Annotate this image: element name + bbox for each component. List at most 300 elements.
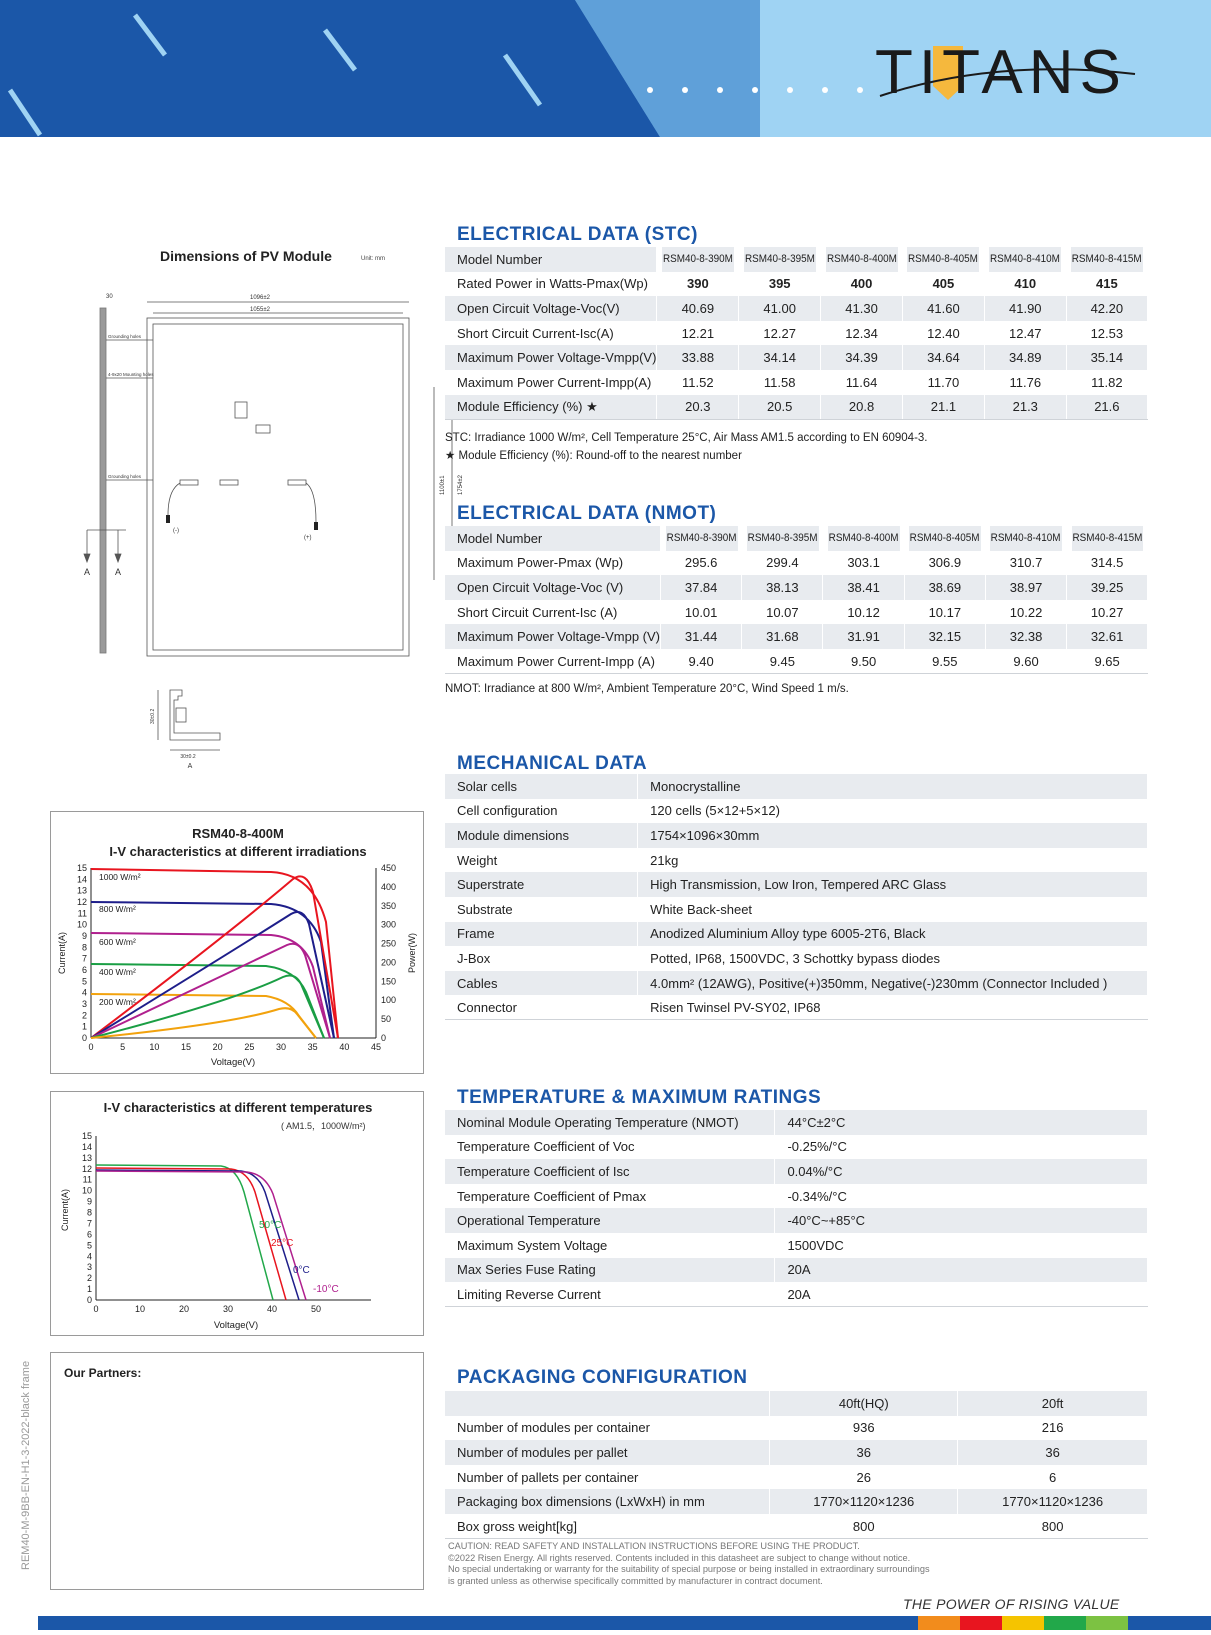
header-model: RSM40-8-410M xyxy=(988,247,1062,272)
row-value: 11.76 xyxy=(984,370,1066,395)
irr-ytick: 14 xyxy=(76,874,87,885)
header-model: RSM40-8-395M xyxy=(743,247,817,272)
row-value: 44°C±2°C xyxy=(775,1110,1148,1135)
row-value: 216 xyxy=(958,1416,1148,1441)
table-row xyxy=(445,1416,1148,1441)
row-label: Temperature Coefficient of Pmax xyxy=(445,1184,775,1209)
row-value: 400 xyxy=(821,272,903,297)
row-label: Maximum Power-Pmax (Wp) xyxy=(445,551,661,576)
row-label: Number of modules per pallet xyxy=(445,1440,770,1465)
irr-ytick: 9 xyxy=(81,931,87,941)
irr-ytick: 10 xyxy=(76,919,87,930)
row-value: 1754×1096×30mm xyxy=(638,823,1148,848)
packaging-title: PACKAGING CONFIGURATION xyxy=(457,1367,748,1388)
row-value: Potted, IP68, 1500VDC, 3 Schottky bypass diodes xyxy=(638,946,1148,971)
header-banner xyxy=(0,0,1211,137)
table-row xyxy=(445,922,1148,947)
table-row xyxy=(445,1159,1148,1184)
row-label: Cell configuration xyxy=(445,799,638,824)
header-model: RSM40-8-405M xyxy=(907,247,981,272)
row-value: 35.14 xyxy=(1066,345,1147,370)
header-model: RSM40-8-410M xyxy=(990,526,1063,551)
irr-ytick: 2 xyxy=(81,1010,87,1021)
row-label: Maximum Power Voltage-Vmpp(V) xyxy=(445,345,657,370)
row-value: 40.69 xyxy=(657,296,739,321)
irr-xtick: 40 xyxy=(339,1042,350,1052)
row-value: 10.22 xyxy=(985,600,1066,625)
row-label: Box gross weight[kg] xyxy=(445,1514,770,1539)
row-label: Temperature Coefficient of Voc xyxy=(445,1135,775,1160)
dim-height-inner: 1100±1 xyxy=(440,475,446,495)
row-label: Short Circuit Current-Isc(A) xyxy=(445,321,657,346)
temp-ytick: 8 xyxy=(86,1207,92,1218)
irr-xtick: 0 xyxy=(88,1042,94,1052)
irr-ytick: 0 xyxy=(81,1033,87,1043)
row-value: 34.89 xyxy=(984,345,1066,370)
row-value: 41.00 xyxy=(739,296,821,321)
irr-ytick: 13 xyxy=(76,885,87,896)
table-row xyxy=(445,272,1148,297)
irr-y2tick: 250 xyxy=(381,938,397,949)
titans-logo xyxy=(875,38,1145,108)
stc-note2: ★ Module Efficiency (%): Round-off to the nearest number xyxy=(445,450,742,462)
row-value: 9.40 xyxy=(661,649,742,674)
row-label: Open Circuit Voltage-Voc (V) xyxy=(445,575,661,600)
irr-label-400: 400 W/m² xyxy=(99,967,136,977)
row-value: 20A xyxy=(775,1282,1148,1307)
row-value: 31.91 xyxy=(823,624,904,649)
row-value: 310.7 xyxy=(985,551,1066,576)
row-value: 405 xyxy=(902,272,984,297)
row-value: 0.04%/°C xyxy=(775,1159,1148,1184)
table-row xyxy=(445,897,1148,922)
row-label: Maximum Power Voltage-Vmpp (V) xyxy=(445,624,661,649)
label-pos: (+) xyxy=(304,535,312,541)
temp-table xyxy=(445,1110,1148,1307)
row-value: 12.34 xyxy=(821,321,903,346)
iv-irr-title1: RSM40-8-400M xyxy=(192,826,284,841)
header-model: RSM40-8-395M xyxy=(746,526,819,551)
temp-label-m10: -10°C xyxy=(313,1284,339,1295)
irr-label-800: 800 W/m² xyxy=(99,904,136,914)
irr-ytick: 3 xyxy=(81,999,87,1009)
row-value: 11.70 xyxy=(902,370,984,395)
temp-label-50: 50°C xyxy=(259,1220,282,1231)
row-value: 10.27 xyxy=(1067,600,1148,625)
caution-text: CAUTION: READ SAFETY AND INSTALLATION INSTRUCTIONS BEFORE USING THE PRODUCT. xyxy=(448,1541,860,1551)
row-value: 12.53 xyxy=(1066,321,1147,346)
row-value: 936 xyxy=(770,1416,958,1441)
logo-text: TITANS xyxy=(875,38,1127,107)
row-value: 20.5 xyxy=(739,395,821,420)
row-value: 800 xyxy=(958,1514,1148,1539)
row-label: Solar cells xyxy=(445,774,638,799)
label-grounding-top: Grounding holes xyxy=(108,334,142,339)
irr-y2tick: 350 xyxy=(381,900,397,911)
row-label: Weight xyxy=(445,848,638,873)
label-grounding-bottom: Grounding holes xyxy=(108,474,142,479)
irr-ytick: 5 xyxy=(81,976,87,987)
table-row xyxy=(445,848,1148,873)
table-header-row xyxy=(445,526,1148,551)
temp-ytick: 13 xyxy=(81,1152,92,1163)
temp-ylabel: Current(A) xyxy=(60,1188,70,1232)
temp-curve-m10 xyxy=(96,1171,306,1300)
row-label: Short Circuit Current-Isc (A) xyxy=(445,600,661,625)
row-value: 12.21 xyxy=(657,321,739,346)
table-row xyxy=(445,649,1148,674)
row-value: 42.20 xyxy=(1066,296,1147,321)
section-a-left: A xyxy=(84,567,91,577)
row-value: 20A xyxy=(775,1258,1148,1283)
row-value: 41.60 xyxy=(902,296,984,321)
table-row xyxy=(445,1208,1148,1233)
nmot-note: NMOT: Irradiance at 800 W/m², Ambient Temperature 20°C, Wind Speed 1 m/s. xyxy=(445,683,849,695)
stc-table xyxy=(445,247,1148,420)
nmot-title: ELECTRICAL DATA (NMOT) xyxy=(457,503,717,524)
row-label: Substrate xyxy=(445,897,638,922)
profile-height: 30±0.2 xyxy=(150,708,156,724)
row-value: 415 xyxy=(1066,272,1147,297)
iv-curve-600 xyxy=(91,933,330,1038)
header-model: RSM40-8-415M xyxy=(1071,526,1144,551)
temp-xtick: 20 xyxy=(178,1304,190,1314)
temp-xtick: 50 xyxy=(310,1304,322,1314)
row-value: 21.3 xyxy=(984,395,1066,420)
row-label: Rated Power in Watts-Pmax(Wp) xyxy=(445,272,657,297)
row-value: 9.50 xyxy=(823,649,904,674)
temp-ytick: 12 xyxy=(81,1163,92,1174)
table-row xyxy=(445,872,1148,897)
row-value: 20.8 xyxy=(821,395,903,420)
row-label: Number of pallets per container xyxy=(445,1465,770,1490)
row-label: Max Series Fuse Rating xyxy=(445,1258,775,1283)
irr-ytick: 4 xyxy=(81,987,87,998)
row-label: Module Efficiency (%) ★ xyxy=(445,395,657,420)
row-label: Number of modules per container xyxy=(445,1416,770,1441)
row-value: 11.82 xyxy=(1066,370,1147,395)
temp-xtick: 10 xyxy=(134,1304,146,1314)
header-container: 40ft(HQ) xyxy=(770,1391,958,1416)
table-row xyxy=(445,321,1148,346)
temp-ytick: 11 xyxy=(82,1174,92,1185)
row-value: 34.14 xyxy=(739,345,821,370)
irr-ytick: 6 xyxy=(81,965,87,975)
irr-y2tick: 100 xyxy=(381,995,397,1006)
iv-irr-title2: I-V characteristics at different irradiations xyxy=(109,844,367,859)
irr-y2tick: 450 xyxy=(381,863,397,873)
section-a-right: A xyxy=(115,567,122,577)
table-row xyxy=(445,774,1148,799)
irr-ytick: 8 xyxy=(81,942,87,953)
copyright-text: ©2022 Risen Energy. All rights reserved. Contents included in this datasheet are subject to change without notice. xyxy=(448,1552,911,1563)
row-label: Temperature Coefficient of Isc xyxy=(445,1159,775,1184)
row-value: 41.90 xyxy=(984,296,1066,321)
row-value: 36 xyxy=(770,1440,958,1465)
profile-width: 30±0.2 xyxy=(180,754,196,760)
table-row xyxy=(445,1258,1148,1283)
table-row xyxy=(445,1184,1148,1209)
irr-ytick: 12 xyxy=(76,897,87,907)
header-model: RSM40-8-405M xyxy=(908,526,981,551)
irr-y2tick: 0 xyxy=(381,1033,387,1043)
row-value: 41.30 xyxy=(821,296,903,321)
table-header-row xyxy=(445,247,1148,272)
row-value: 31.68 xyxy=(742,624,823,649)
packaging-table xyxy=(445,1391,1148,1539)
table-row xyxy=(445,1110,1148,1135)
row-value: 36 xyxy=(958,1440,1148,1465)
row-value: 38.13 xyxy=(742,575,823,600)
dim-height-outer: 1754±2 xyxy=(458,475,464,495)
header-model: RSM40-8-415M xyxy=(1070,247,1143,272)
irr-y2tick: 300 xyxy=(381,919,397,930)
row-label: Operational Temperature xyxy=(445,1208,775,1233)
table-row xyxy=(445,1465,1148,1490)
irr-ytick: 1 xyxy=(81,1021,87,1032)
row-value: 12.40 xyxy=(902,321,984,346)
stc-note1: STC: Irradiance 1000 W/m², Cell Temperature 25°C, Air Mass AM1.5 according to EN 60904-3. xyxy=(445,432,928,444)
temp-ytick: 0 xyxy=(86,1295,92,1305)
row-value: 11.64 xyxy=(821,370,903,395)
row-value: 11.52 xyxy=(657,370,739,395)
temp-curve-50 xyxy=(96,1165,273,1300)
row-value: 12.27 xyxy=(739,321,821,346)
row-value: 299.4 xyxy=(742,551,823,576)
row-value: 34.64 xyxy=(902,345,984,370)
irr-ytick: 11 xyxy=(77,908,87,919)
table-row xyxy=(445,395,1148,420)
row-value: 1770×1120×1236 xyxy=(958,1489,1148,1514)
dimensions-title: Dimensions of PV Module xyxy=(160,248,332,264)
row-label: Maximum Power Current-Impp(A) xyxy=(445,370,657,395)
mech-title: MECHANICAL DATA xyxy=(457,753,648,774)
table-row xyxy=(445,296,1148,321)
dimensions-unit: Unit: mm xyxy=(361,256,385,262)
temp-ytick: 7 xyxy=(86,1218,92,1229)
iv-temperature-box xyxy=(50,1091,424,1336)
header-model: RSM40-8-390M xyxy=(665,526,738,551)
temp-curve-25 xyxy=(96,1168,286,1300)
irr-y2tick: 150 xyxy=(381,976,397,987)
row-value: High Transmission, Low Iron, Tempered ARC Glass xyxy=(638,872,1148,897)
irr-xtick: 15 xyxy=(180,1042,192,1052)
row-value: 10.12 xyxy=(823,600,904,625)
table-row xyxy=(445,1135,1148,1160)
row-value: 10.07 xyxy=(742,600,823,625)
row-label: Frame xyxy=(445,922,638,947)
row-value: 9.60 xyxy=(985,649,1066,674)
bottom-bar-colors xyxy=(38,1616,1211,1630)
iv-curve-1000 xyxy=(91,869,338,1038)
row-value: 32.15 xyxy=(904,624,985,649)
table-row xyxy=(445,600,1148,625)
irr-xlabel: Voltage(V) xyxy=(210,1057,256,1068)
row-value: 314.5 xyxy=(1067,551,1148,576)
irr-ytick: 15 xyxy=(76,863,87,873)
row-value: White Back-sheet xyxy=(638,897,1148,922)
frame-profile-drawing xyxy=(140,688,240,778)
row-value: 20.3 xyxy=(657,395,739,420)
row-value: 10.01 xyxy=(661,600,742,625)
table-row xyxy=(445,551,1148,576)
table-row xyxy=(445,799,1148,824)
irr-label-600: 600 W/m² xyxy=(99,937,136,947)
table-row xyxy=(445,1282,1148,1307)
temp-xtick: 40 xyxy=(266,1304,278,1314)
row-value: Risen Twinsel PV-SY02, IP68 xyxy=(638,995,1148,1020)
temp-xlabel: Voltage(V) xyxy=(213,1320,259,1331)
row-value: 38.97 xyxy=(985,575,1066,600)
row-value: 26 xyxy=(770,1465,958,1490)
row-value: 21.1 xyxy=(902,395,984,420)
row-value: 800 xyxy=(770,1514,958,1539)
power-curve-1000 xyxy=(91,876,338,1038)
temp-xtick: 30 xyxy=(222,1304,234,1314)
irr-xtick: 20 xyxy=(212,1042,223,1052)
iv-temp-subtitle: ( AM1.5，1000W/m²) xyxy=(281,1121,366,1131)
row-value: 306.9 xyxy=(904,551,985,576)
irr-ylabel: Current(A) xyxy=(57,931,67,975)
temp-ytick: 3 xyxy=(86,1262,92,1273)
temp-curve-0 xyxy=(96,1170,299,1300)
temp-ytick: 2 xyxy=(86,1273,92,1284)
row-value: -0.34%/°C xyxy=(775,1184,1148,1209)
row-value: 1500VDC xyxy=(775,1233,1148,1258)
row-value: 38.41 xyxy=(823,575,904,600)
irr-xtick: 35 xyxy=(307,1042,318,1052)
row-label: Module dimensions xyxy=(445,823,638,848)
table-row xyxy=(445,971,1148,996)
row-value: -0.25%/°C xyxy=(775,1135,1148,1160)
irr-label-1000: 1000 W/m² xyxy=(99,872,141,882)
row-value: 295.6 xyxy=(661,551,742,576)
row-value: -40°C~+85°C xyxy=(775,1208,1148,1233)
row-value: 120 cells (5×12+5×12) xyxy=(638,799,1148,824)
table-row xyxy=(445,345,1148,370)
mech-table xyxy=(445,774,1148,1020)
temp-ytick: 10 xyxy=(81,1185,92,1196)
table-row xyxy=(445,946,1148,971)
disclaimer-line2: is granted unless as otherwise specifically committed by manufacturer in contract document. xyxy=(448,1575,823,1586)
table-header-row xyxy=(445,1391,1148,1416)
row-value: 38.69 xyxy=(904,575,985,600)
table-row xyxy=(445,575,1148,600)
row-value: 303.1 xyxy=(823,551,904,576)
partners-box xyxy=(50,1352,424,1590)
row-label: Packaging box dimensions (LxWxH) in mm xyxy=(445,1489,770,1514)
row-value: 390 xyxy=(657,272,739,297)
irr-xtick: 5 xyxy=(120,1042,126,1052)
row-label: Limiting Reverse Current xyxy=(445,1282,775,1307)
irr-y2label: Power(W) xyxy=(407,933,417,973)
row-label: Maximum System Voltage xyxy=(445,1233,775,1258)
dim-thickness: 30 xyxy=(106,294,113,300)
label-neg: (-) xyxy=(173,528,179,534)
irr-xtick: 45 xyxy=(370,1042,382,1052)
row-value: 9.55 xyxy=(904,649,985,674)
row-value: 32.38 xyxy=(985,624,1066,649)
header-blank xyxy=(445,1391,770,1416)
footer-legal xyxy=(448,1541,930,1587)
row-label: Superstrate xyxy=(445,872,638,897)
temp-ytick: 4 xyxy=(86,1251,92,1262)
stc-title: ELECTRICAL DATA (STC) xyxy=(457,224,698,245)
bottom-bar xyxy=(38,1616,1211,1630)
table-row xyxy=(445,1233,1148,1258)
table-row xyxy=(445,1514,1148,1539)
header-label: Model Number xyxy=(445,247,657,272)
header-container: 20ft xyxy=(958,1391,1148,1416)
row-label: Nominal Module Operating Temperature (NMOT) xyxy=(445,1110,775,1135)
row-value: 1770×1120×1236 xyxy=(770,1489,958,1514)
temp-label-25: 25°C xyxy=(271,1238,294,1249)
irr-xtick: 25 xyxy=(244,1042,255,1052)
table-row xyxy=(445,1489,1148,1514)
table-row xyxy=(445,995,1148,1020)
table-row xyxy=(445,823,1148,848)
dim-width-outer: 1096±2 xyxy=(250,295,270,301)
row-label: Cables xyxy=(445,971,638,996)
irr-y2tick: 400 xyxy=(381,881,397,892)
table-row xyxy=(445,370,1148,395)
dim-width-inner: 1055±2 xyxy=(250,307,270,313)
row-value: 39.25 xyxy=(1067,575,1148,600)
irr-xtick: 30 xyxy=(275,1042,287,1052)
row-value: 21.6 xyxy=(1066,395,1147,420)
row-value: 9.45 xyxy=(742,649,823,674)
header-model: RSM40-8-400M xyxy=(825,247,899,272)
row-label: Connector xyxy=(445,995,638,1020)
iv-temp-plot xyxy=(51,1092,425,1337)
row-value: 6 xyxy=(958,1465,1148,1490)
row-value: 31.44 xyxy=(661,624,742,649)
table-row xyxy=(445,624,1148,649)
row-label: Open Circuit Voltage-Voc(V) xyxy=(445,296,657,321)
irr-ytick: 7 xyxy=(81,953,87,964)
row-value: 33.88 xyxy=(657,345,739,370)
temp-ytick: 1 xyxy=(86,1284,92,1295)
profile-label: A xyxy=(187,763,193,770)
irr-y2tick: 50 xyxy=(381,1014,392,1025)
temp-ytick: 5 xyxy=(86,1240,92,1251)
row-value: 410 xyxy=(984,272,1066,297)
temp-ytick: 9 xyxy=(86,1196,92,1207)
irr-xtick: 10 xyxy=(149,1042,160,1052)
row-value: 32.61 xyxy=(1067,624,1148,649)
row-value: 11.58 xyxy=(739,370,821,395)
partners-title: Our Partners: xyxy=(64,1366,142,1380)
row-label: Maximum Power Current-Impp (A) xyxy=(445,649,661,674)
header-model: RSM40-8-390M xyxy=(661,247,735,272)
iv-temp-title: I-V characteristics at different temperatures xyxy=(103,1100,373,1115)
row-value: 395 xyxy=(739,272,821,297)
temp-ytick: 6 xyxy=(86,1229,92,1240)
row-value: Monocrystalline xyxy=(638,774,1148,799)
disclaimer-line1: No special undertaking or warranty for the suitability of special purpose or being installed in extraordinary surroundings xyxy=(448,1564,930,1574)
temp-title: TEMPERATURE & MAXIMUM RATINGS xyxy=(457,1087,822,1108)
temp-ytick: 15 xyxy=(81,1131,92,1141)
row-value: 37.84 xyxy=(661,575,742,600)
header-model: RSM40-8-400M xyxy=(827,526,900,551)
row-value: 10.17 xyxy=(904,600,985,625)
module-drawing xyxy=(80,290,464,770)
row-value: Anodized Aluminium Alloy type 6005-2T6, Black xyxy=(638,922,1148,947)
table-row xyxy=(445,1440,1148,1465)
nmot-table xyxy=(445,526,1148,674)
irr-label-200: 200 W/m² xyxy=(99,997,136,1007)
header-label: Model Number xyxy=(445,526,661,551)
